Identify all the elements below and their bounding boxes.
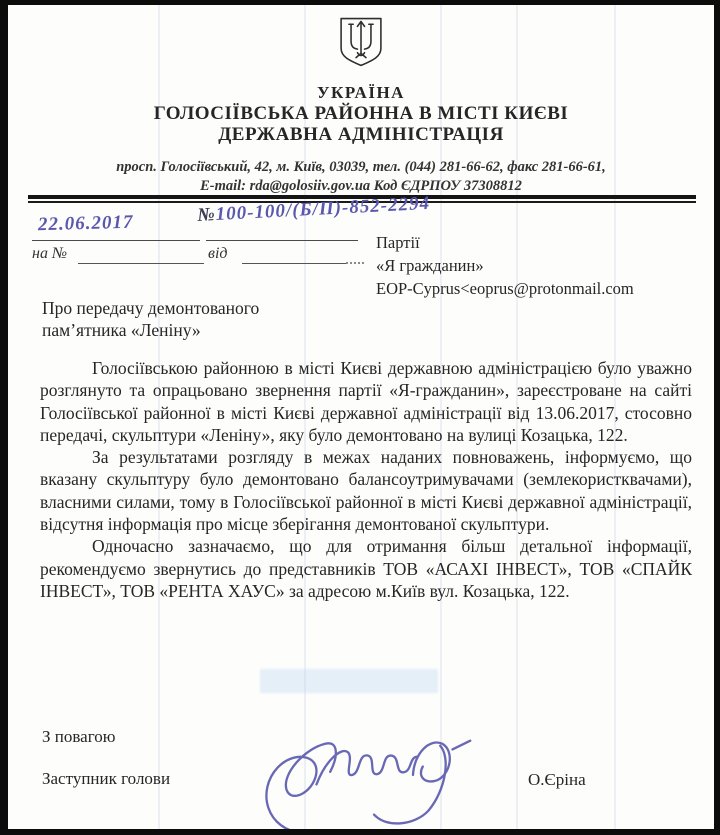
- reply-to-underline: [78, 245, 204, 264]
- signer-name: О.Єріна: [528, 770, 586, 789]
- document-page: [8, 5, 714, 829]
- ukraine-trident-emblem-icon: [334, 10, 388, 74]
- handwritten-signature: [254, 729, 516, 829]
- country-title: УКРАЇНА: [317, 83, 405, 102]
- recipient-email: ЕОР-Cyprus<eoprus@protonmail.com: [376, 279, 634, 298]
- subject-line1: Про передачу демонтованого: [42, 298, 260, 318]
- body-paragraph: Голосіївською районною в місті Києві державною адміністрацією було уважно розглянуто та опрацьовано звернення партії «Я-гражданин», зареєстроване на сайті Голосіївської районної в місті Києві державної адміністрації від 13.06.2017, стосовно передачі, скульптури «Леніну», яку було демонтовано на вулиці Козацька, 122.: [40, 358, 692, 445]
- org-address: [8, 158, 714, 196]
- org-name-line1: ГОЛОСІЇВСЬКА РАЙОННА В МІСТІ КИЄВІ: [153, 103, 569, 124]
- reply-from-label: від: [208, 245, 228, 262]
- scan-watermark: [260, 669, 438, 693]
- closing-salutation: З повагою: [42, 727, 116, 746]
- recipient-line: «Я гражданин»: [376, 256, 484, 275]
- subject-line2: пам’ятника «Леніну»: [42, 320, 201, 340]
- recipient-line: Партії: [376, 233, 420, 252]
- number-sign: №: [196, 204, 217, 227]
- body-paragraph: За результатами розгляду в межах наданих повноважень, інформуємо, що вказану скульптуру було демонтовано балансоутримувачами (землекористквачами), власними силами, тому в Голосіївської районної в місті Києві державної адміністрації, відсутня інформація про місце зберігання демонтованої скульптури.: [40, 447, 692, 535]
- recipient-block: [376, 231, 634, 300]
- letter-body: [40, 357, 692, 602]
- letterhead: [8, 5, 714, 196]
- reply-from-underline-dots: [346, 245, 364, 264]
- subject-block: [42, 297, 259, 341]
- org-name-line2: ДЕРЖАВНА АДМІНІСТРАЦІЯ: [218, 124, 504, 145]
- reply-from-underline: [242, 245, 346, 264]
- handwritten-number-value: 100-100/(Б/П)-852-2294: [215, 192, 431, 226]
- handwritten-date: 22.06.2017: [37, 211, 134, 236]
- org-address-line1: просп. Голосіївський, 42, м. Київ, 03039, тел. (044) 281-66-62, факс 281-66-61,: [116, 159, 606, 175]
- body-paragraph: Одночасно зазначаємо, що для отримання більш детальної інформації, рекомендуємо звернутись до представників ТОВ «АСАХІ ІНВЕСТ», ТОВ «СПАЙК ІНВЕСТ», ТОВ «РЕНТА ХАУС» за адресою м.Київ вул. Козацька, 122.: [40, 536, 692, 601]
- reply-to-label: на №: [32, 245, 68, 262]
- org-address-line2: E-mail: rda@golosiiv.gov.ua Код ЄДРПОУ 37308812: [200, 178, 522, 194]
- signer-position: Заступник голови: [42, 769, 171, 788]
